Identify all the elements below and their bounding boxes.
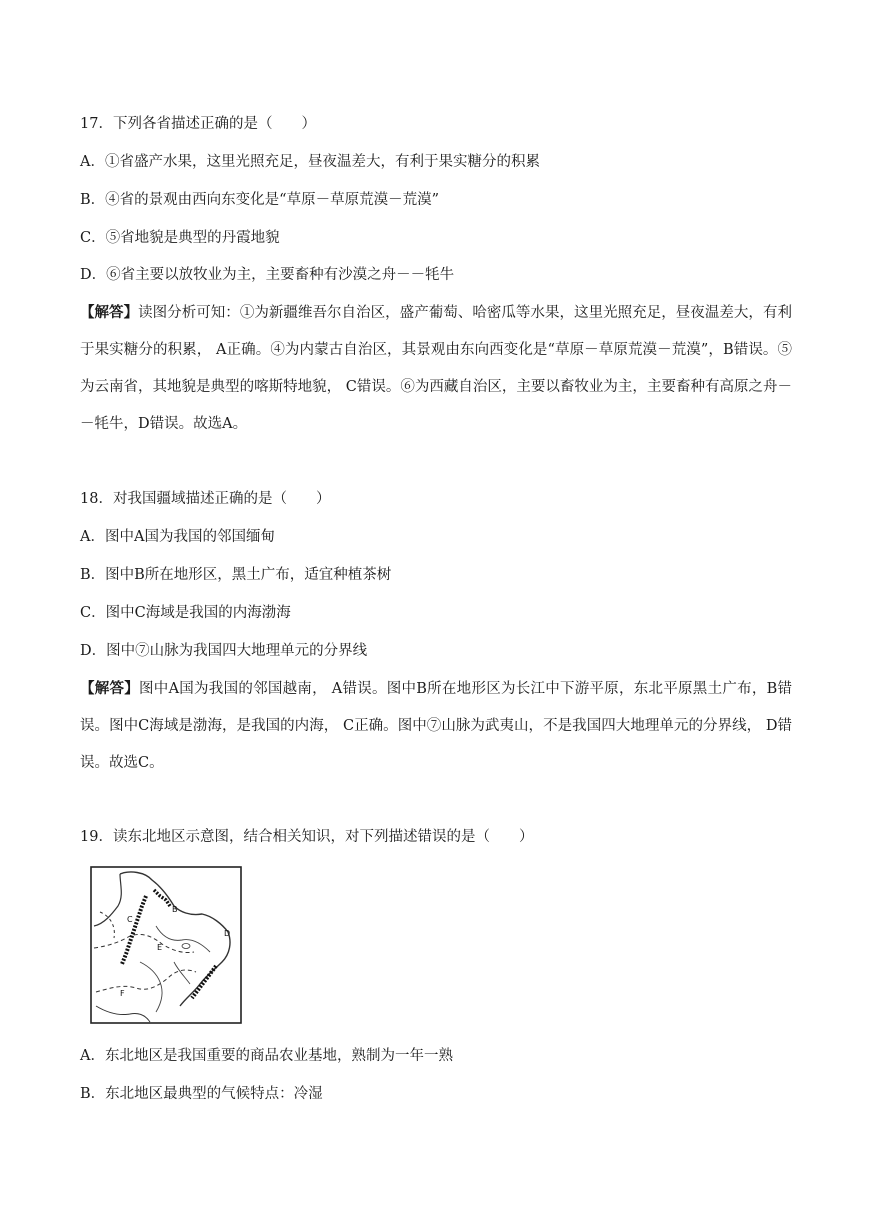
map-label-d: D	[224, 929, 231, 938]
q18-option-b: B．图中B所在地形区，黑土广布，适宜种植茶树	[80, 567, 392, 583]
q18-option-a: A．图中A国为我国的邻国缅甸	[80, 529, 275, 545]
q18-answer	[80, 670, 792, 782]
q18-option-d: D．图中⑦山脉为我国四大地理单元的分界线	[80, 643, 368, 659]
q18-answer-tag: 【解答】	[80, 680, 140, 697]
northeast-region-map	[90, 866, 242, 1024]
q17-option-b: B．④省的景观由西向东变化是“草原－草原荒漠－荒漠”	[80, 192, 439, 208]
q17-answer-text: 读图分析可知：①为新疆维吾尔自治区，盛产葡萄、哈密瓜等水果，这里光照充足，昼夜温差大，有利于果实糖分的积累， A正确。④为内蒙古自治区，其景观由东向西变化是“草原－草原荒漠－荒漠”，B错误。⑤为云南省，其地貌是典型的喀斯特地貌， C错误。⑥为西藏自治区，主要以畜牧业为主，主要畜种有高原之舟－－牦牛，D错误。故选A。	[80, 305, 792, 432]
q17-option-c: C．⑤省地貌是典型的丹霞地貌	[80, 230, 280, 246]
q17-option-a: A．①省盛产水果，这里光照充足，昼夜温差大，有利于果实糖分的积累	[80, 154, 540, 170]
q18-option-c: C．图中C海域是我国的内海渤海	[80, 605, 291, 621]
q19-stem: 19．读东北地区示意图，结合相关知识，对下列描述错误的是（ ）	[80, 829, 534, 845]
map-label-f: F	[120, 989, 125, 998]
q18-stem: 18．对我国疆域描述正确的是（ ）	[80, 491, 331, 507]
q17-stem: 17．下列各省描述正确的是（ ）	[80, 116, 316, 132]
q19-option-a: A．东北地区是我国重要的商品农业基地，熟制为一年一熟	[80, 1048, 453, 1064]
map-label-c: C	[127, 915, 133, 924]
map-label-e: E	[157, 943, 163, 952]
q17-answer-tag: 【解答】	[80, 304, 139, 321]
q17-answer	[80, 294, 792, 443]
q17-option-d: D．⑥省主要以放牧业为主，主要畜种有沙漠之舟－－牦牛	[80, 267, 455, 283]
map-label-b: B	[172, 905, 178, 914]
q18-answer-text: 图中A国为我国的邻国越南， A错误。图中B所在地形区为长江中下游平原，东北平原黑土广布，B错误。图中C海域是渤海，是我国的内海， C正确。图中⑦山脉为武夷山，不是我国四大地理单元的分界线， D错误。故选C。	[80, 681, 793, 771]
q19-option-b: B．东北地区最典型的气候特点：冷湿	[80, 1086, 323, 1102]
